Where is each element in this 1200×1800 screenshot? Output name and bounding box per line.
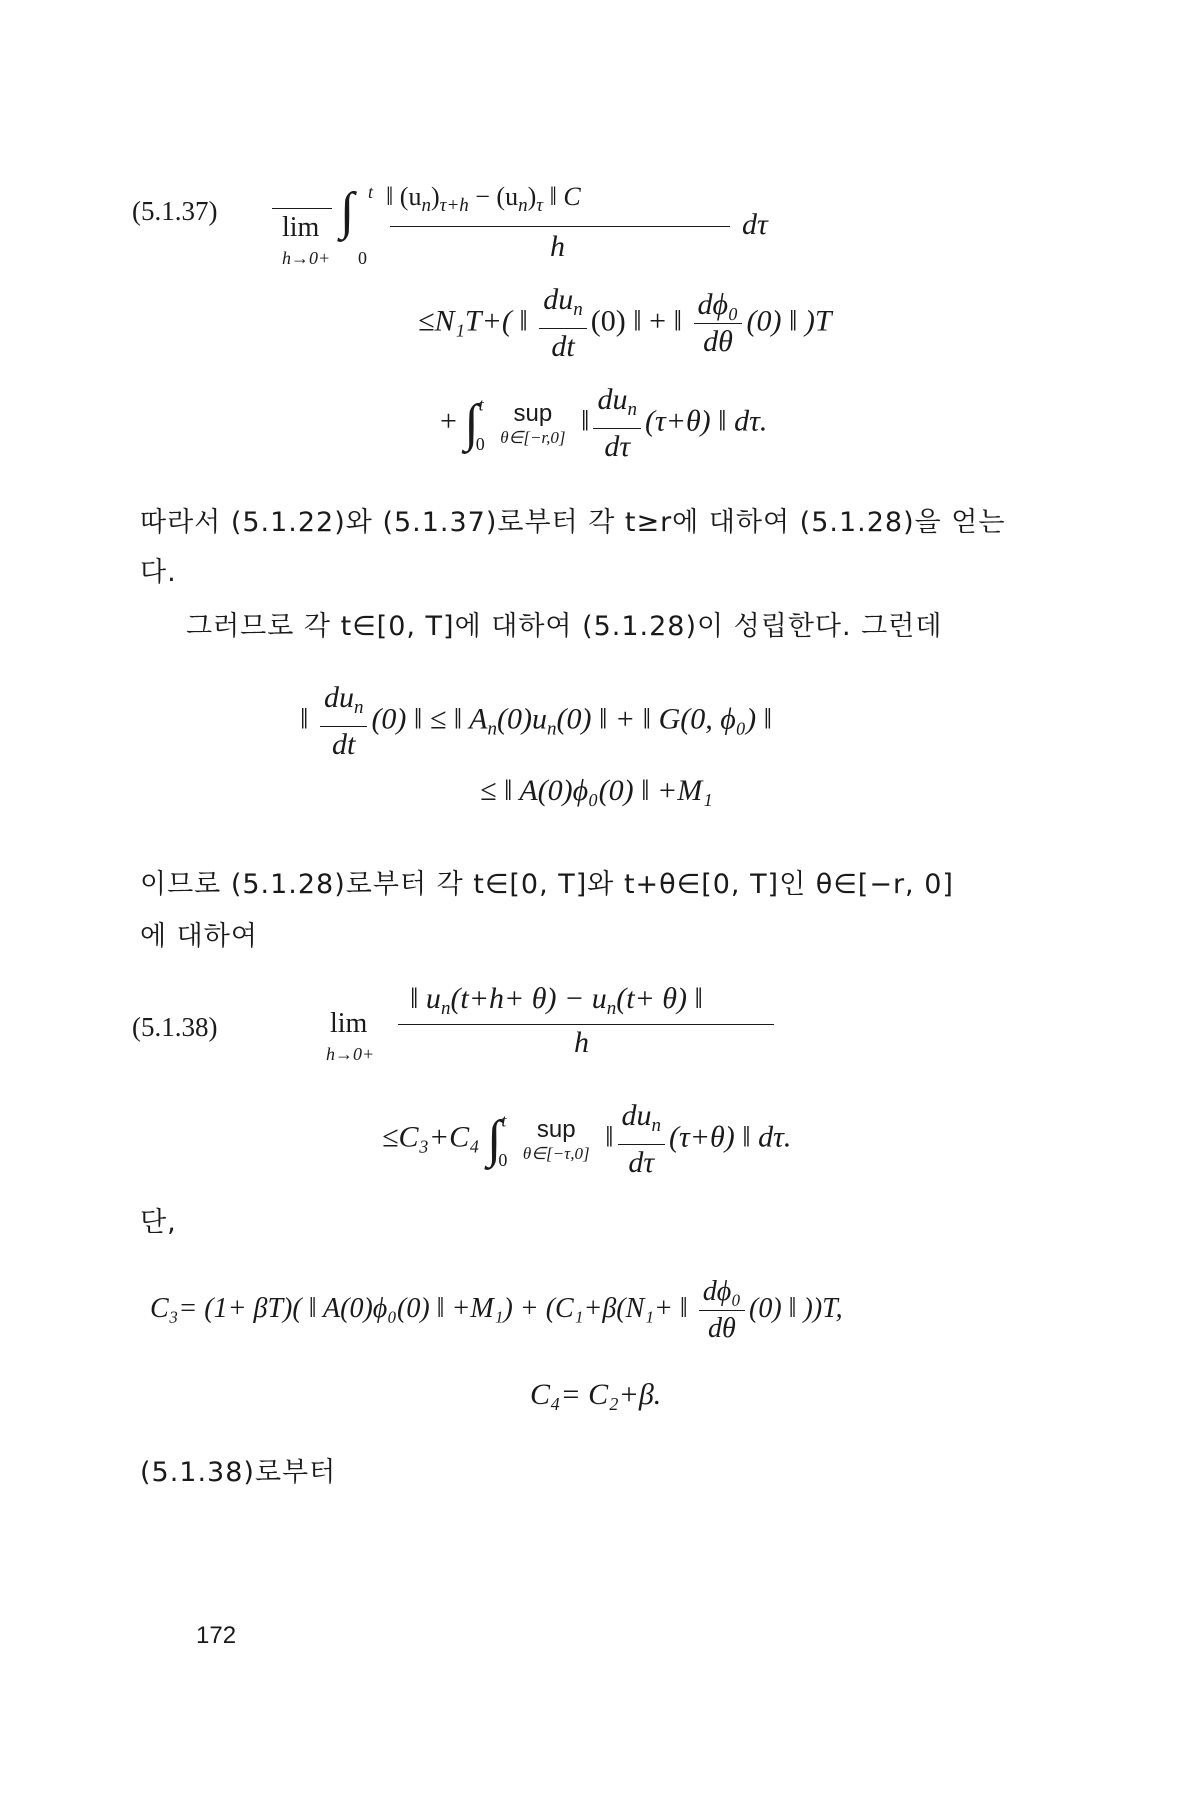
integral-sign: ∫ <box>340 183 355 240</box>
lim-text: lim <box>282 212 320 243</box>
paragraph-3-line-2: 에 대하여 <box>140 921 258 952</box>
paragraph-1-line-2: 다. <box>140 557 177 588</box>
lim-text-2: lim <box>330 1008 368 1039</box>
limsup-bar <box>272 208 332 209</box>
equation-number-5-1-37: (5.1.37) <box>132 196 218 226</box>
fraction-numerator-2: ‖ $u_n(t+h+ \theta) - u_n(t+ \theta)$ ‖ <box>410 982 703 1019</box>
eq-5-1-38-line2: ≤C₃+C₄ ∫$^t_0$ sup θ∈[−τ,0] ‖ $\frac{du_n}{d\tau}$ (τ+θ) ‖ dτ. <box>382 1099 792 1179</box>
definition-c4: C₄= C₂+β. <box>530 1378 662 1411</box>
paragraph-4: 단, <box>140 1207 177 1238</box>
lim-subscript-2: h→0+ <box>326 1044 375 1064</box>
integral-upper: t <box>368 182 374 202</box>
integral-lower: 0 <box>358 248 367 268</box>
paragraph-5: (5.1.38)로부터 <box>140 1457 337 1488</box>
paragraph-3-line-1: 이므로 (5.1.28)로부터 각 t∈[0, T]와 t+θ∈[0, T]인 θ∈[−r, 0] <box>140 869 954 900</box>
eq-5-1-37-line2: ≤N₁T+( ‖ $\frac{du_n}{dt}$ (0) ‖ + ‖ $\frac{\text{dϕ₀}}{d\theta}$ (0) ‖ )T <box>418 283 832 363</box>
inequality-line-1: ‖ $\frac{du_n}{dt}$ (0) ‖ ≤ ‖ $A_n(0)u_n(0)$ ‖ + ‖ G(0, ϕ₀) ‖ <box>300 681 773 761</box>
lim-subscript: h→0+ <box>282 248 331 268</box>
paragraph-1-line-1: 따라서 (5.1.22)와 (5.1.37)로부터 각 t≥r에 대하여 (5.1.28)을 얻는 <box>140 507 1006 538</box>
fraction-denominator-2: h <box>574 1026 589 1059</box>
definition-c3: C₃= (1+ βT)( ‖ A(0)ϕ₀(0) ‖ +M₁) + (C₁+β(N₁+ ‖ $\frac{\text{dϕ₀}}{d\theta}$ (0) ‖ ))T, <box>150 1276 843 1344</box>
fraction-numerator: ‖ $(u_n)_{\tau+h} - (u_n)_\tau$ ‖ C <box>386 182 581 216</box>
equation-number-5-1-38: (5.1.38) <box>132 1012 218 1042</box>
page-number: 172 <box>196 1622 237 1649</box>
eq-5-1-37-line3: + ∫$^t_0$ sup θ∈[−r,0] ‖ $\frac{du_n}{d\tau}$ (τ+θ) ‖ dτ. <box>440 383 768 463</box>
fraction-bar <box>390 226 730 227</box>
dtau: dτ <box>742 208 768 241</box>
fraction-bar-2 <box>398 1024 774 1025</box>
fraction-denominator: h <box>550 230 565 263</box>
inequality-line-2: ≤ ‖ A(0)ϕ₀(0) ‖ +M₁ <box>480 774 713 807</box>
paragraph-2-line-1: 그러므로 각 t∈[0, T]에 대하여 (5.1.28)이 성립한다. 그런데 <box>186 611 943 642</box>
